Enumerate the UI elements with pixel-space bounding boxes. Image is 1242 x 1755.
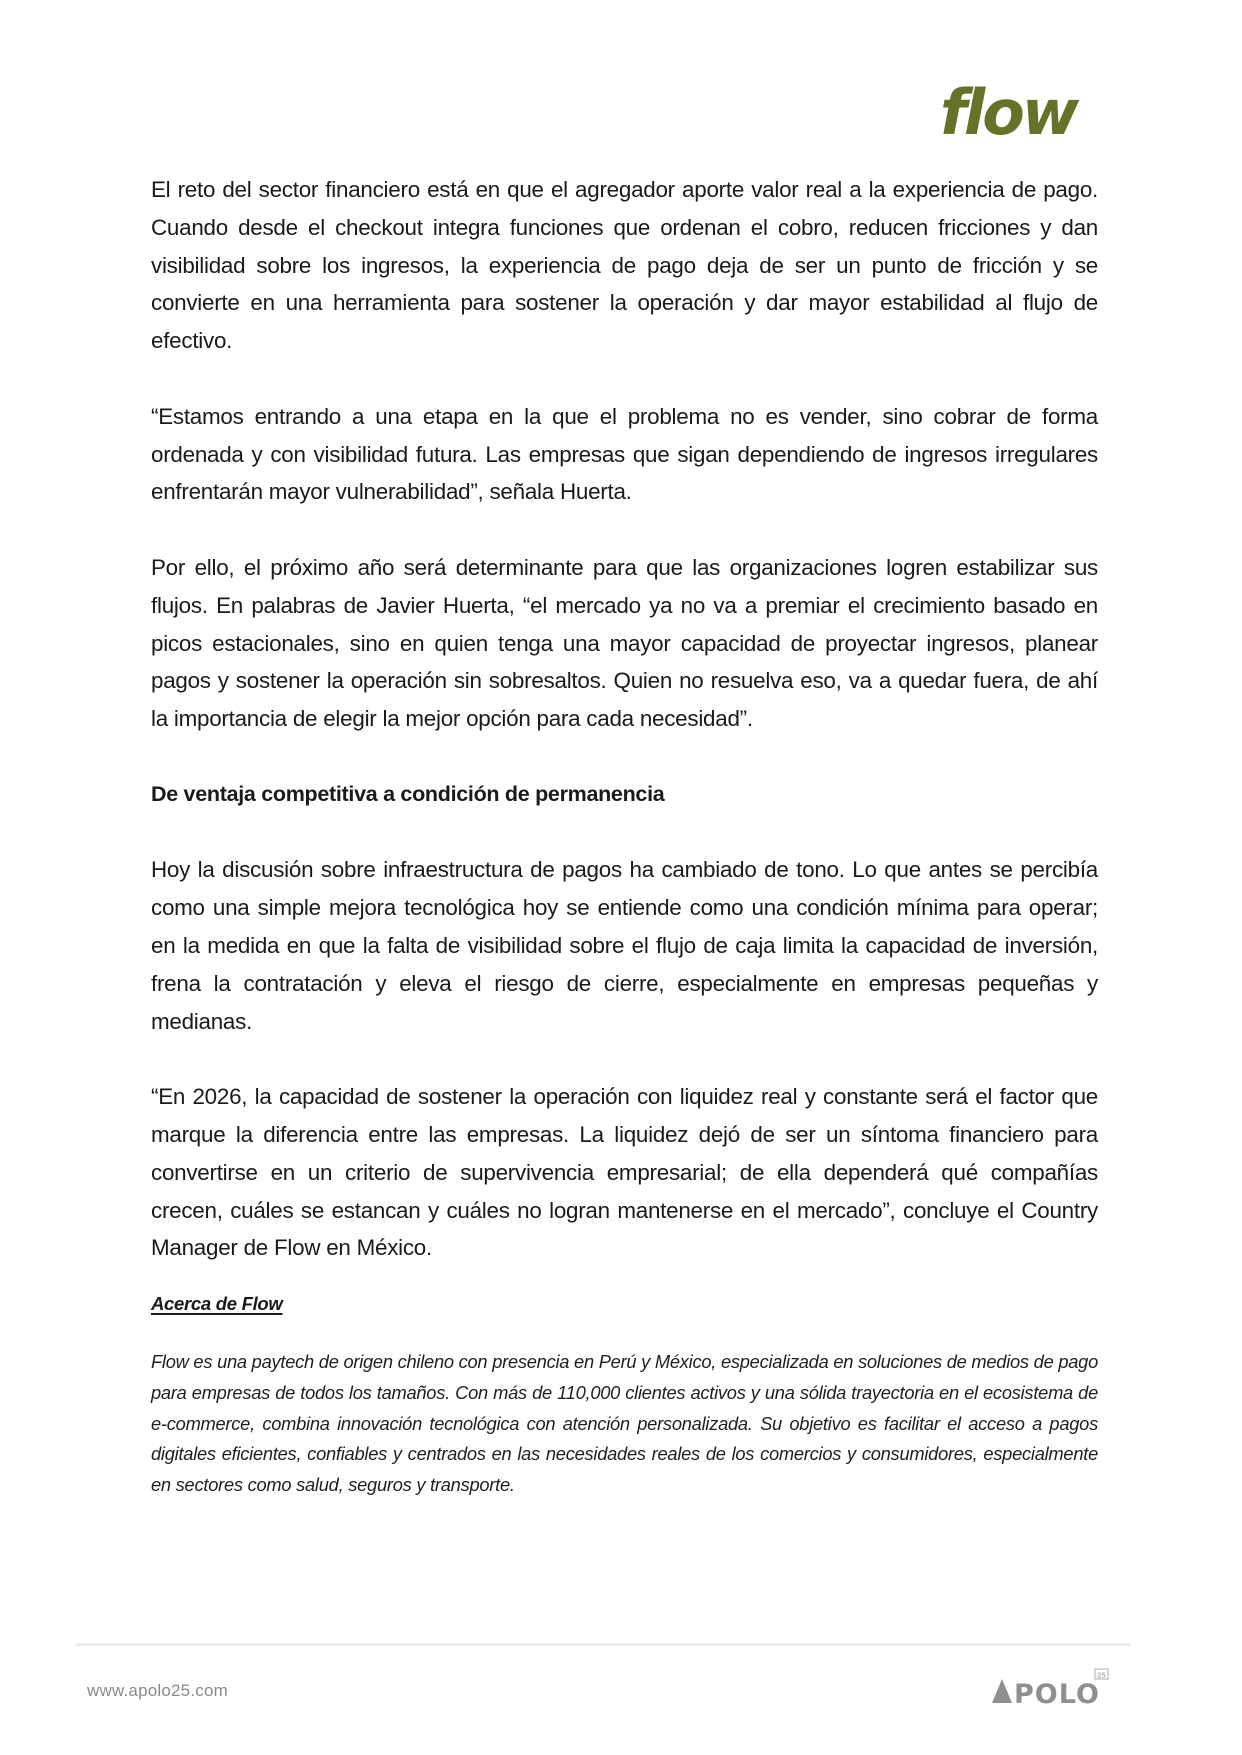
flow-logo-graphic xyxy=(938,78,1088,153)
paragraph-3: Por ello, el próximo año será determinante para que las organizaciones logren estabilizar sus flujos. En palabras de Javier Huerta, “el mercado ya no va a premiar el crecimiento basado en picos estacionales, sino en quien tenga una mayor capacidad de proyectar ingresos, planear pagos y sostener la operación sin sobresaltos. Quien no resuelva eso, va a quedar fuera, de ahí la importancia de elegir la mejor opción para cada necesidad”. xyxy=(151,554,1098,732)
paragraph-4: Hoy la discusión sobre infraestructura de pagos ha cambiado de tono. Lo que antes se percibía como una simple mejora tecnológica hoy se entiende como una condición mínima para operar; en la medida en que la falta de visibilidad sobre el flujo de caja limita la capacidad de inversión, frena la contratación y eleva el riesgo de cierre, especialmente en empresas pequeñas y medianas. xyxy=(151,857,1098,1034)
apolo-triangle-icon xyxy=(992,1679,1012,1703)
flow-logo xyxy=(938,78,1088,153)
apolo-badge-text: 25 xyxy=(1097,1671,1106,1680)
footer-url-link[interactable]: www.apolo25.com xyxy=(87,1681,228,1700)
apolo-logo-graphic xyxy=(990,1668,1112,1708)
about-text: Flow es una paytech de origen chileno con presencia en Perú y México, especializada en soluciones de medios de pago para empresas de todos los tamaños. Con más de 110,000 clientes activos y una sólida trayectoria en el ecosistema de e-commerce, combina innovación tecnológica con atención personalizada. Su objetivo es facilitar el acceso a pagos digitales eficientes, confiables y centrados en las necesidades reales de los comercios y consumidores, especialmente en sectores como salud, seguros y transporte. xyxy=(151,1351,1098,1495)
paragraph-2: “Estamos entrando a una etapa en la que el problema no es vender, sino cobrar de forma ordenada y con visibilidad futura. Las empresas que sigan dependiendo de ingresos irregulares enfrentarán mayor vulnerabilidad”, señala Huerta. xyxy=(151,403,1098,505)
paragraph-1: El reto del sector financiero está en que el agregador aporte valor real a la experiencia de pago. Cuando desde el checkout integra funciones que ordenan el cobro, reducen fricciones y dan visibilidad sobre los ingresos, la experiencia de pago deja de ser un punto de fricción y se convierte en una herramienta para sostener la operación y dar mayor estabilidad al flujo de efectivo. xyxy=(151,177,1098,354)
paragraph-5: “En 2026, la capacidad de sostener la operación con liquidez real y constante será el factor que marque la diferencia entre las empresas. La liquidez dejó de ser un síntoma financiero para convertirse en un criterio de supervivencia empresarial; de ella dependerá qué compañías crecen, cuáles se estancan y cuáles no logran mantenerse en el mercado”, concluye el Country Manager de Flow en México. xyxy=(151,1084,1098,1261)
footer-divider xyxy=(76,1643,1131,1646)
article-body xyxy=(151,171,1098,1501)
flow-logo-text: flow xyxy=(940,78,1077,149)
apolo-logo-text: POLO xyxy=(1014,1679,1100,1708)
section-heading: De ventaja competitiva a condición de permanencia xyxy=(151,781,665,806)
apolo-logo xyxy=(990,1668,1112,1708)
about-title: Acerca de Flow xyxy=(151,1293,283,1315)
